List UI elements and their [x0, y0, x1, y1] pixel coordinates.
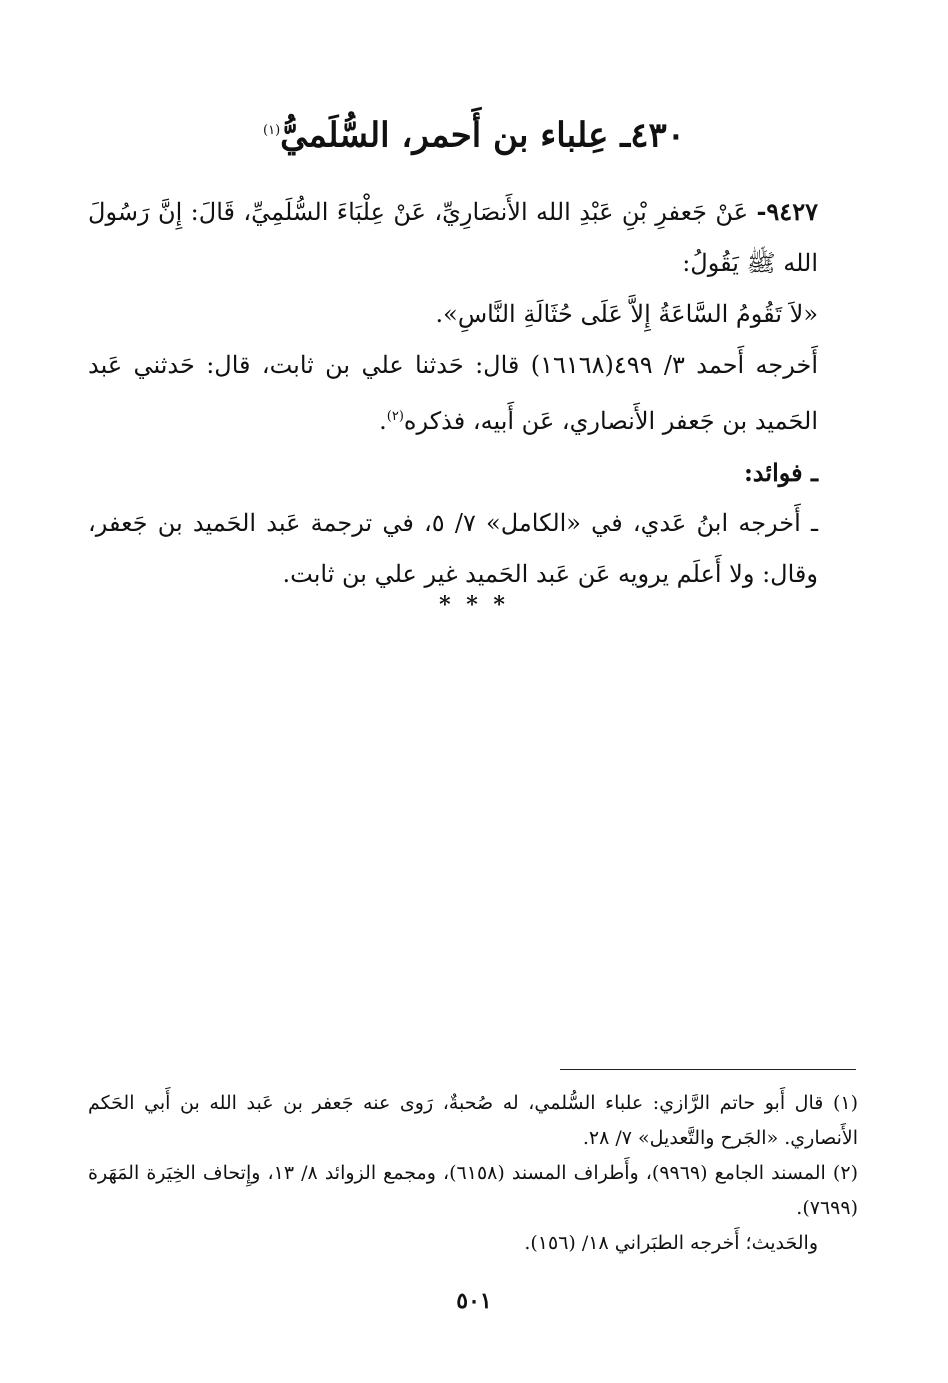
footnote-2: (٢) المسند الجامع (٩٩٦٩)، وأَطراف المسند (٦١٥٨)، ومجمع الزوائد ٨/ ١٣، وإِتحاف الخِيَرة المَهَرة (٧٦٩٩). — [88, 1162, 858, 1219]
footnotes — [88, 1086, 858, 1261]
hadith-isnad-line2: رَسُولَ الله ﷺ يَقُولُ: — [88, 198, 818, 277]
hadith-isnad — [88, 186, 858, 289]
takhrij-text: أَخرجه أَحمد ٣/ ٤٩٩(١٦١٦٨) قال: حَدثنا علي بن ثابت، قال: حَدثني عَبد الحَميد بن جَعفر الأَنصاري، عَن أَبيه، فذكره — [88, 351, 819, 435]
main-text — [88, 186, 858, 600]
chapter-title — [0, 108, 948, 158]
page-number: ٥٠١ — [456, 1288, 492, 1314]
section-separator: * * * — [439, 592, 509, 618]
takhrij-footnote-ref: (٢) — [386, 409, 404, 424]
chapter-title-text: ٤٣٠ـ عِلباء بن أَحمر، السُّلَميُّ — [280, 115, 685, 156]
takhrij-end: . — [379, 407, 387, 435]
fawaid-text: ـ أَخرجه ابنُ عَدي، في «الكامل» ٧/ ٥، في ترجمة عَبد الحَميد بن جَعفر، وقال: ولا أَعلَم يرويه عَن عَبد الحَميد غير علي بن ثابت. — [88, 509, 819, 588]
takhrij-paragraph — [88, 340, 858, 447]
fawaid-heading: ـ فوائد: — [743, 458, 818, 487]
footnote-2-continued: والحَديث؛ أَخرجه الطبَراني ١٨/ (١٥٦). — [524, 1232, 818, 1254]
hadith-isnad-line1: عَنْ جَعفرِ بْنِ عَبْدِ الله الأَنصَارِيِّ، عَنْ عِلْبَاءَ السُّلَمِيِّ، قَالَ: إِنَّ — [157, 198, 749, 226]
chapter-footnote-ref: (١) — [263, 123, 281, 138]
footnote-1: (١) قال أَبو حاتم الرَّازي: علباء السُّلمي، له صُحبةٌ، رَوى عنه جَعفر بن عَبد الله بن أَبي الحَكم الأَنصاري. «الجَرح والتَّعديل» ٧/ ٢٨. — [88, 1092, 858, 1149]
hadith-matn: «لاَ تَقُومُ السَّاعَةُ إِلاَّ عَلَى حُثَالَةِ النَّاسِ». — [435, 300, 818, 328]
footnote-divider — [560, 1069, 856, 1070]
hadith-number: ٩٤٢٧- — [756, 197, 818, 226]
